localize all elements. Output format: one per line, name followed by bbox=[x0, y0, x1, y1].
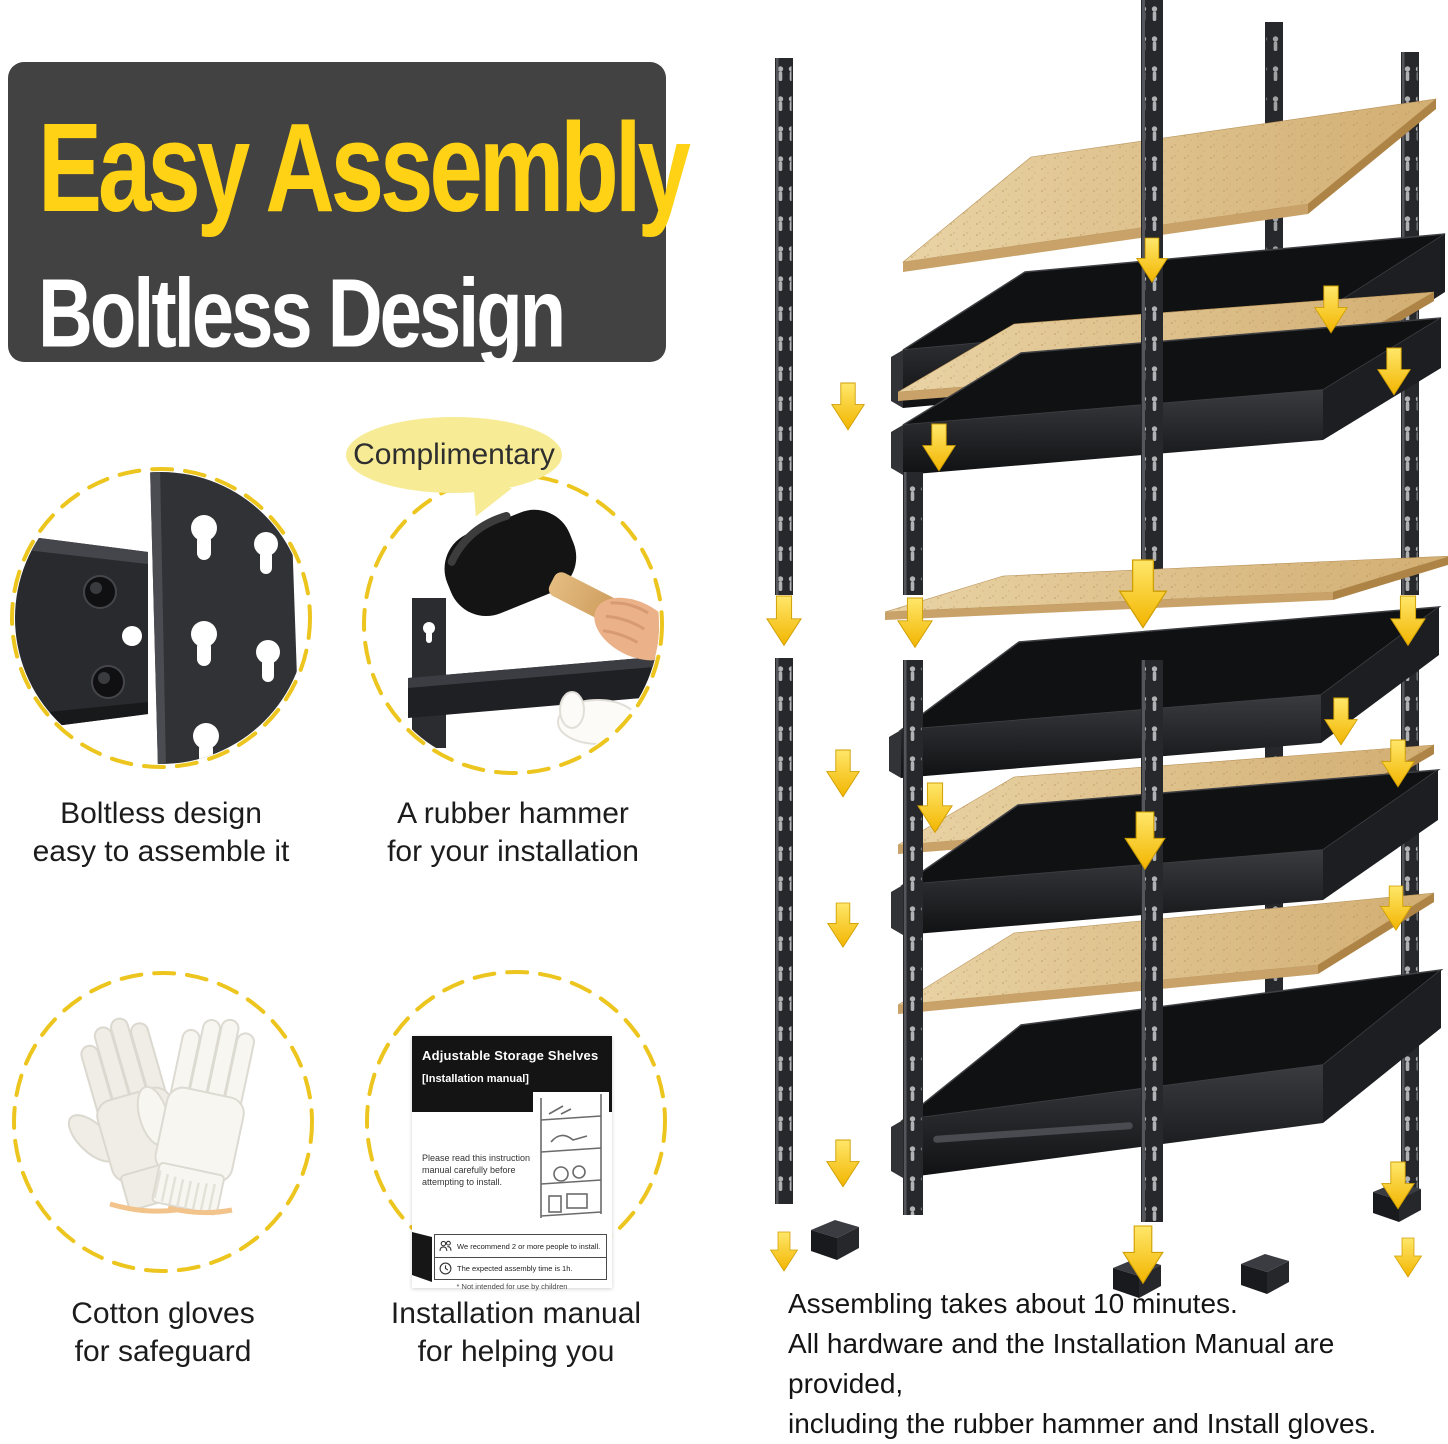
assembly-note-line3: including the rubber hammer and Install gloves. bbox=[788, 1408, 1377, 1439]
clock-icon bbox=[439, 1262, 452, 1275]
exploded-shelf-illustration bbox=[753, 0, 1445, 1300]
shelf-post-front-left-upper bbox=[903, 472, 923, 595]
manual-subtitle: [Installation manual] bbox=[422, 1073, 529, 1085]
manual-body-text: Please read this instruction manual carefully before attempting to install. bbox=[422, 1153, 531, 1187]
manual-page-curl bbox=[412, 1232, 432, 1282]
title-card bbox=[8, 62, 687, 369]
manual-tip-rows bbox=[434, 1234, 607, 1280]
assembly-note-line1: Assembling takes about 10 minutes. bbox=[788, 1288, 1238, 1319]
caption-gloves-line1: Cotton gloves bbox=[71, 1297, 255, 1330]
caption-hammer bbox=[360, 795, 666, 871]
complimentary-bubble bbox=[346, 417, 562, 493]
manual-tip-text: The expected assembly time is 1h. bbox=[457, 1264, 573, 1273]
corner-foot bbox=[811, 1220, 859, 1260]
assembly-note-line2: All hardware and the Installation Manual are provided, bbox=[788, 1328, 1335, 1399]
manual-card bbox=[412, 1036, 612, 1291]
caption-manual-line1: Installation manual bbox=[390, 1297, 642, 1330]
boltless-detail-photo bbox=[8, 464, 314, 772]
assembly-note bbox=[788, 1284, 1448, 1444]
manual-tip-text: We recommend 2 or more people to install. bbox=[457, 1241, 601, 1251]
caption-hammer-line1: A rubber hammer bbox=[397, 797, 629, 830]
rubber-hammer-photo bbox=[360, 470, 666, 778]
boltless-photo-art bbox=[8, 464, 314, 772]
caption-gloves-line2: for safeguard bbox=[74, 1335, 252, 1368]
caption-hammer-line2: for your installation bbox=[387, 835, 639, 868]
caption-manual-line2: for helping you bbox=[417, 1335, 615, 1368]
manual-shelf-sketch bbox=[533, 1092, 609, 1224]
caption-boltless-line1: Boltless design bbox=[60, 797, 262, 830]
manual-tip-row bbox=[435, 1257, 606, 1279]
title-line-2: Boltless Design bbox=[38, 259, 564, 369]
cotton-gloves-photo bbox=[10, 968, 316, 1276]
wood-board-middle-floating bbox=[885, 556, 1448, 620]
title-line-1: Easy Assembly bbox=[38, 97, 687, 239]
caption-gloves bbox=[10, 1295, 316, 1371]
manual-title: Adjustable Storage Shelves bbox=[422, 1048, 599, 1063]
shelf-post-front-left-lower bbox=[903, 660, 923, 1215]
caption-boltless-line2: easy to assemble it bbox=[32, 835, 290, 868]
gloves-photo-art bbox=[10, 968, 316, 1276]
complimentary-label: Complimentary bbox=[353, 438, 555, 471]
caption-boltless bbox=[8, 795, 314, 871]
caption-manual bbox=[363, 1295, 669, 1371]
shelf-post-front-right-lower bbox=[1141, 660, 1163, 1222]
shelf-post-front-right-tall bbox=[1141, 0, 1163, 595]
manual-footnote: * Not intended for use by children bbox=[456, 1282, 568, 1291]
people-icon bbox=[439, 1240, 452, 1252]
manual-tip-row bbox=[435, 1235, 606, 1257]
